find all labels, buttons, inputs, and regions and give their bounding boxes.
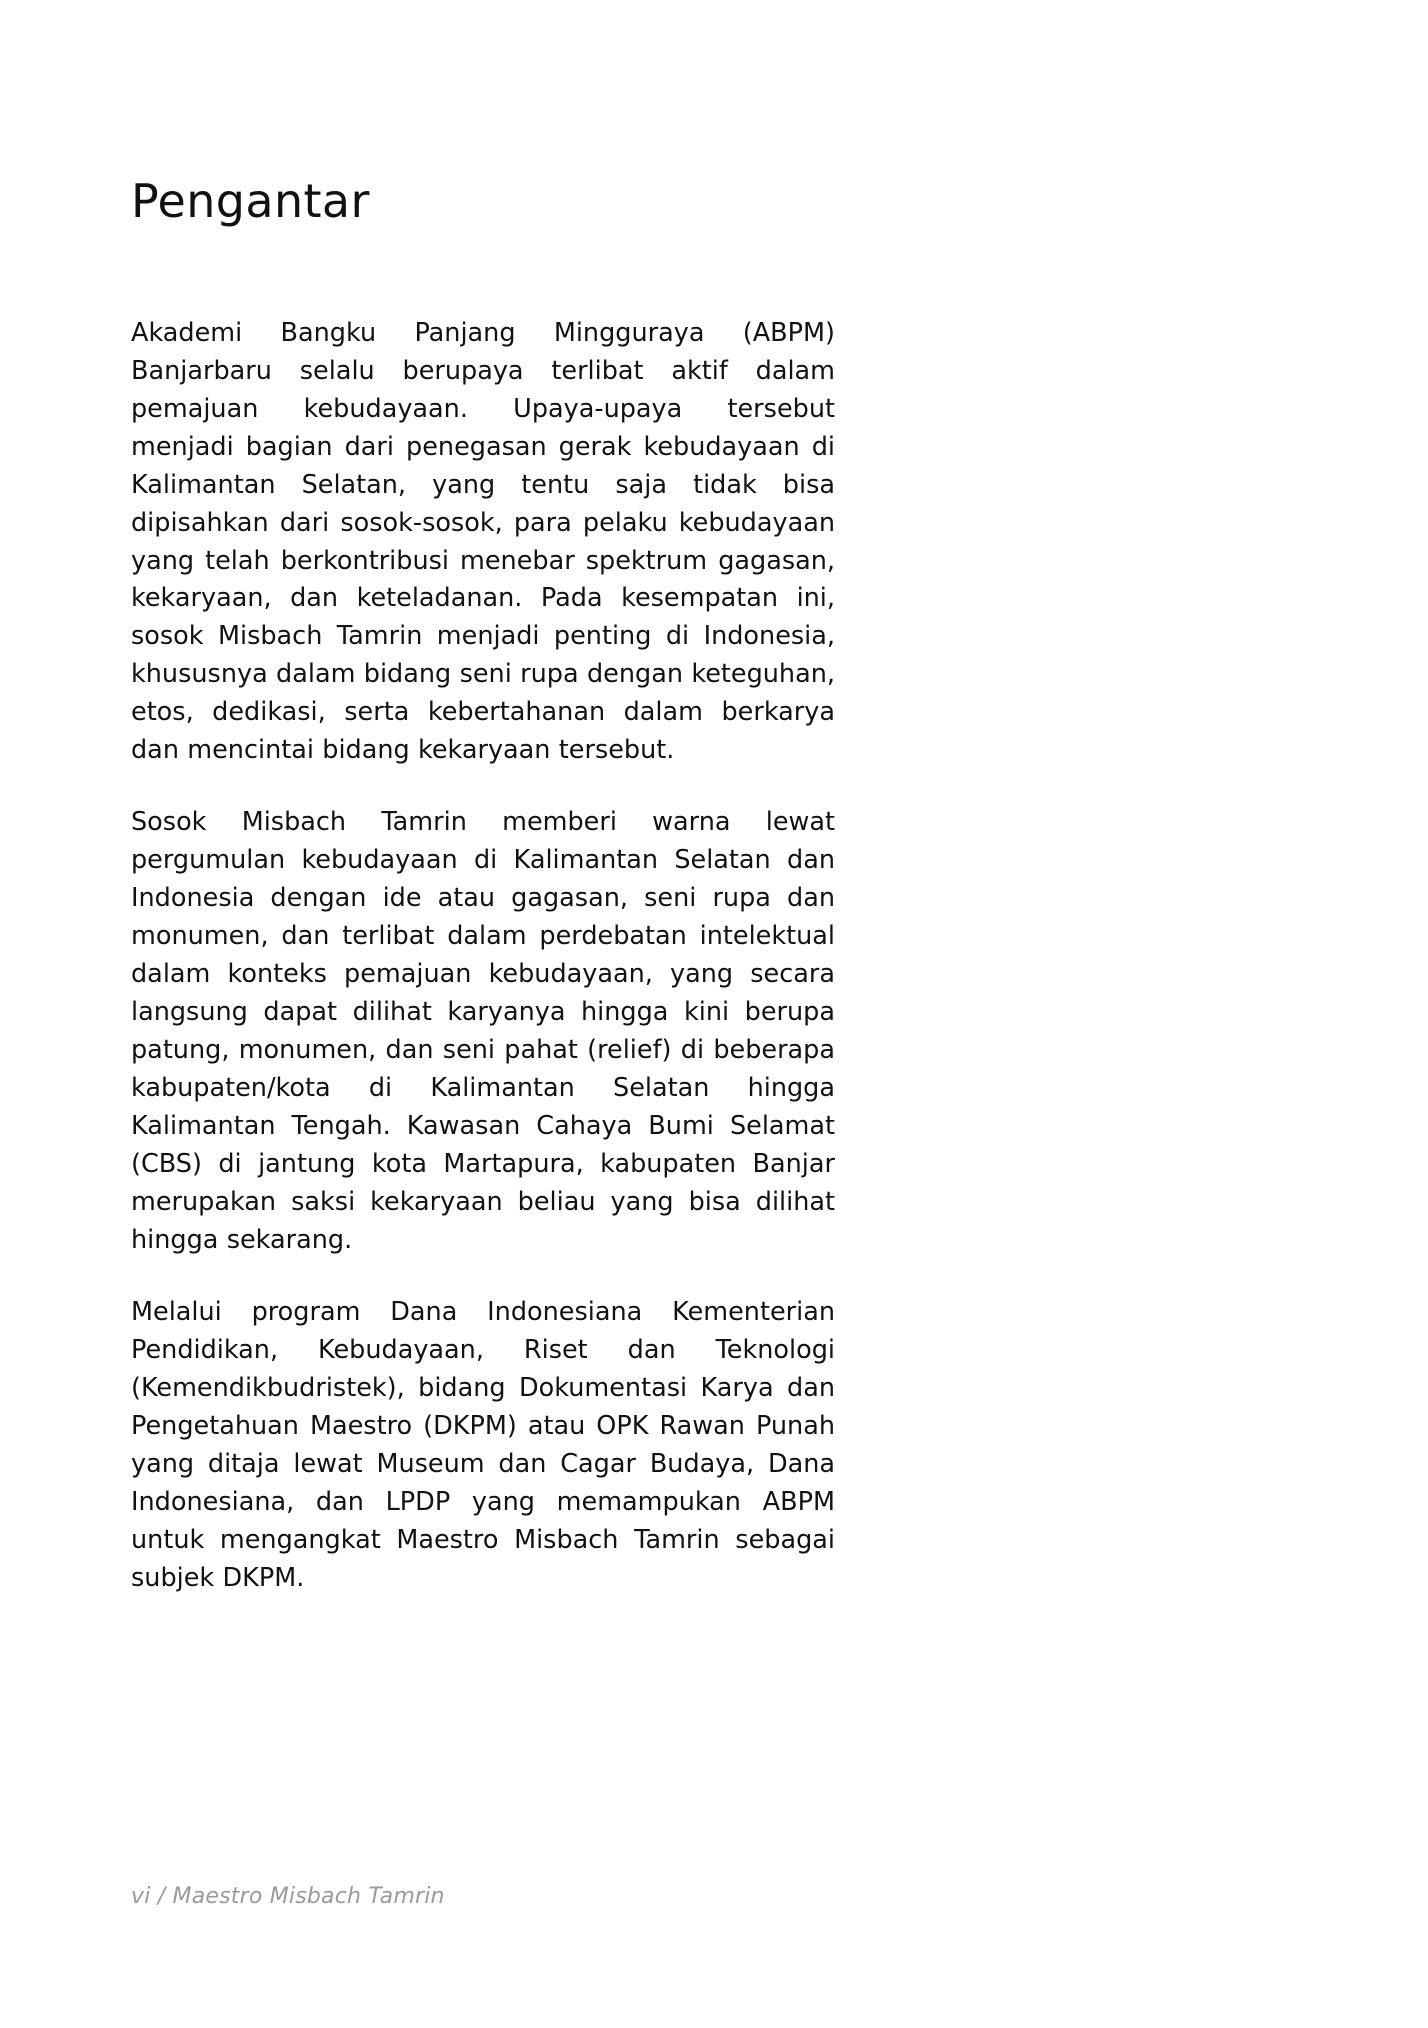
page-footer: [131, 1884, 835, 1909]
footer-running-head: vi / Maestro Misbach Tamrin: [131, 1884, 445, 1909]
page-title: Pengantar: [131, 174, 370, 228]
paragraph-3: Melalui program Dana Indonesiana Kementerian Pendidikan, Kebudayaan, Riset dan Teknologi (Kemendikbudristek), bidang Dokumentasi Karya dan Pengetahuan Maestro (DKPM) atau OPK Rawan Punah yang ditaja lewat Museum dan Cagar Budaya, Dana Indonesiana, dan LPDP yang memampukan ABPM untuk mengangkat Maestro Misbach Tamrin sebagai subjek DKPM.: [131, 1297, 835, 1594]
paragraph-1: Akademi Bangku Panjang Mingguraya (ABPM) Banjarbaru selalu berupaya terlibat aktif dalam pemajuan kebudayaan. Upaya-upaya tersebut menjadi bagian dari penegasan gerak kebudayaan di Kalimantan Selatan, yang tentu saja tidak bisa dipisahkan dari sosok-sosok, para pelaku kebudayaan yang telah berkontribusi menebar spektrum gagasan, kekaryaan, dan keteladanan. Pada kesempatan ini, sosok Misbach Tamrin menjadi penting di Indonesia, khususnya dalam bidang seni rupa dengan keteguhan, etos, dedikasi, serta kebertahanan dalam berkarya dan mencintai bidang kekaryaan tersebut.: [131, 317, 835, 766]
body-text-block: [131, 315, 835, 1599]
page-content-column: [131, 0, 835, 1598]
paragraph-2: Sosok Misbach Tamrin memberi warna lewat pergumulan kebudayaan di Kalimantan Selatan dan Indonesia dengan ide atau gagasan, seni rupa dan monumen, dan terlibat dalam perdebatan intelektual dalam konteks pemajuan kebudayaan, yang secara langsung dapat dilihat karyanya hingga kini berupa patung, monumen, dan seni pahat (relief) di beberapa kabupaten/kota di Kalimantan Selatan hingga Kalimantan Tengah. Kawasan Cahaya Bumi Selamat (CBS) di jantung kota Martapura, kabupaten Banjar merupakan saksi kekaryaan beliau yang bisa dilihat hingga sekarang.: [131, 807, 835, 1256]
